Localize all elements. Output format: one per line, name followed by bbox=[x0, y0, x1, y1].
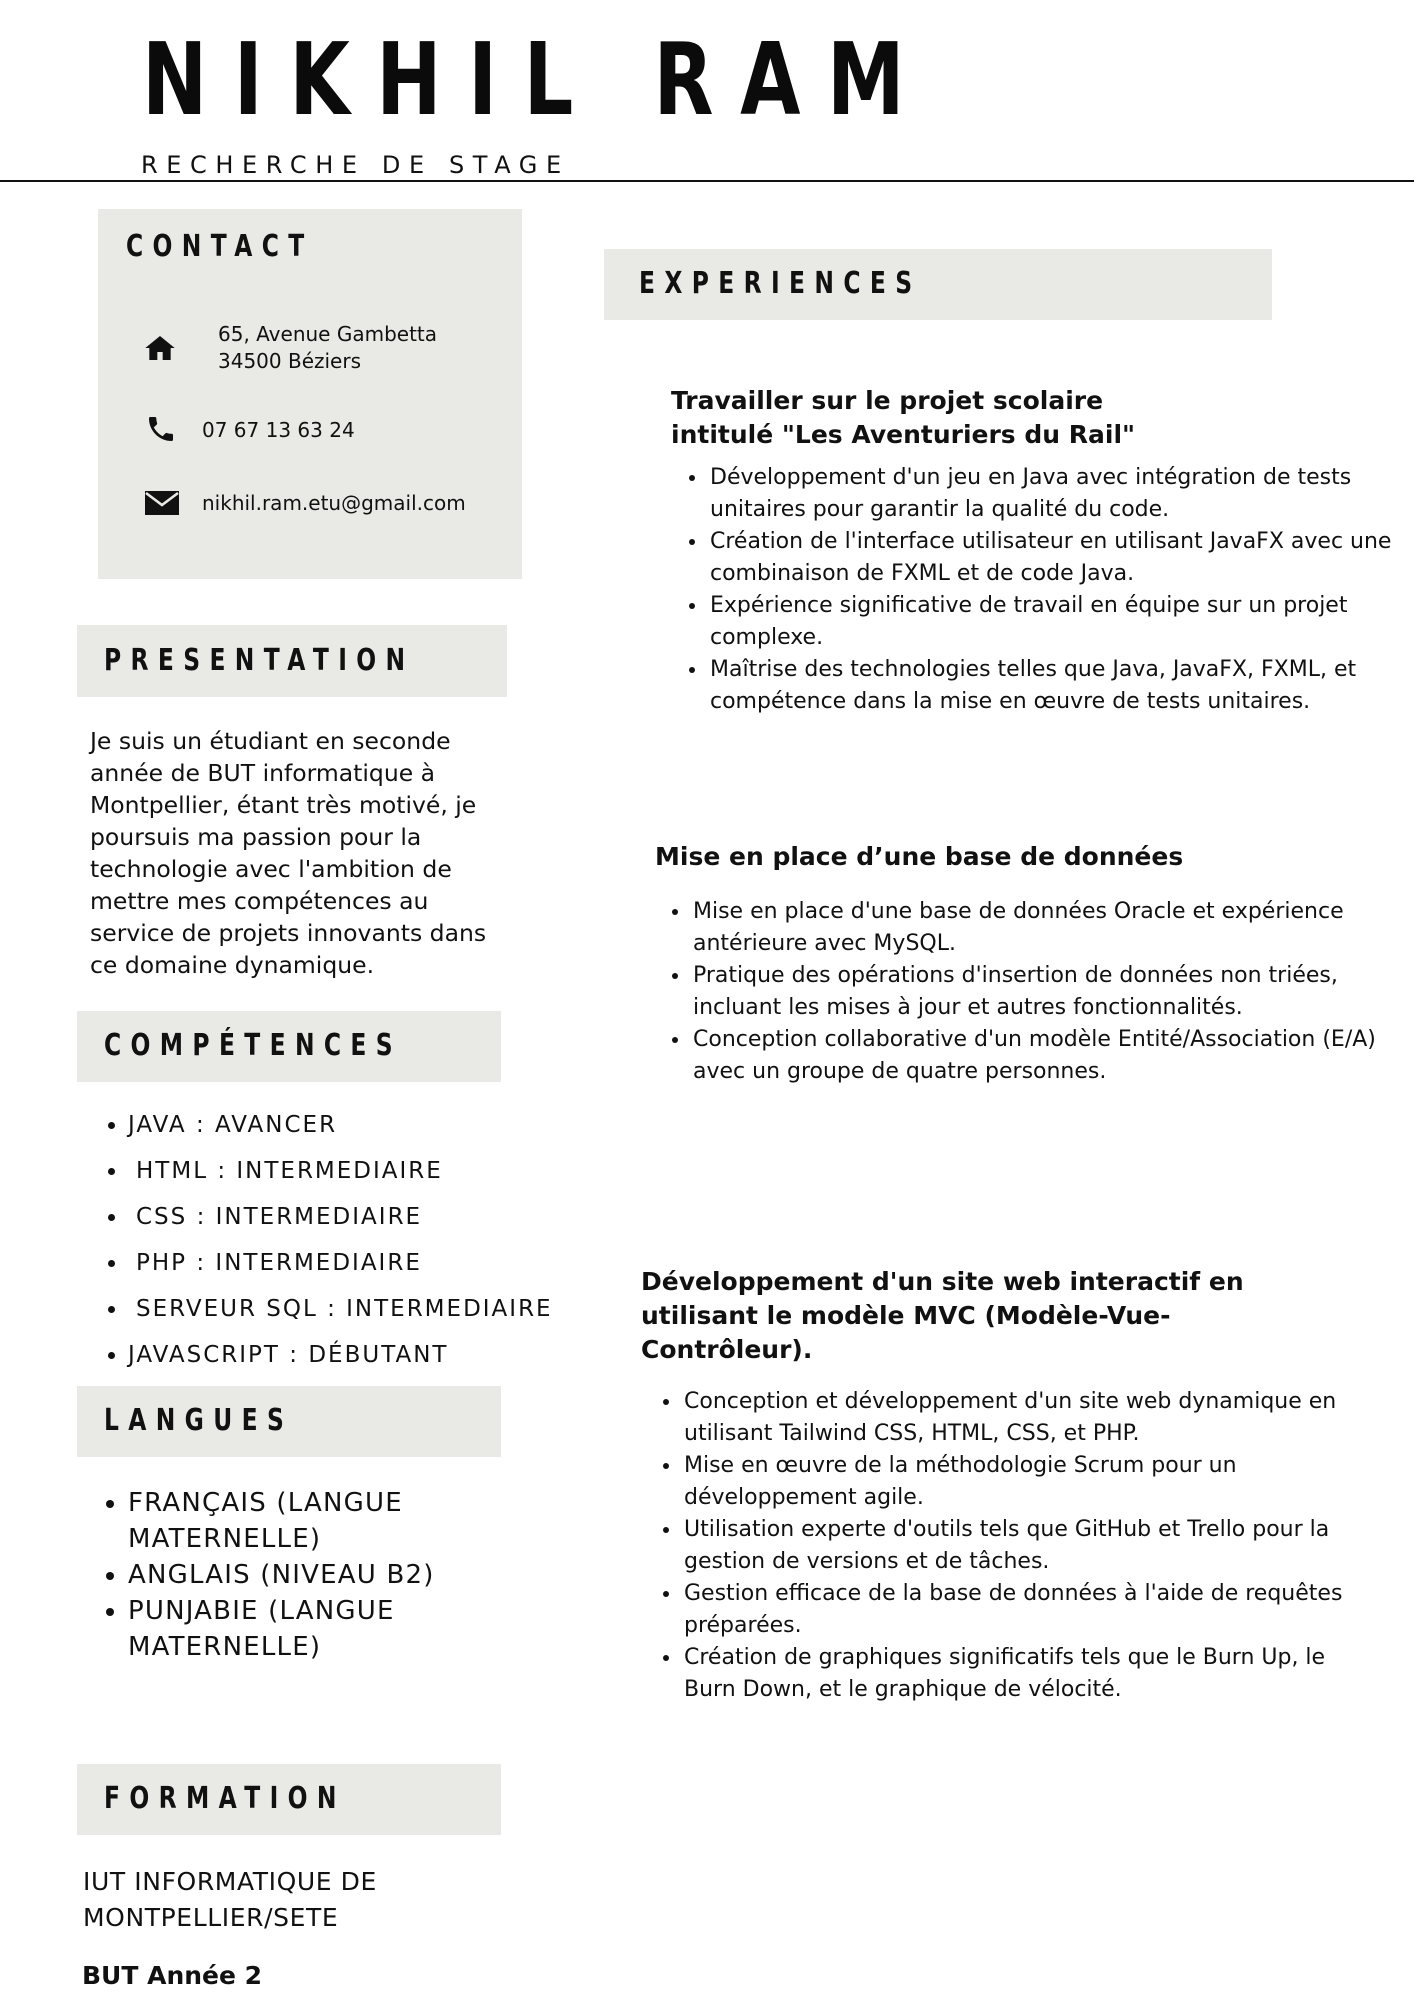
skill-item: • CSS : INTERMEDIAIRE bbox=[128, 1203, 553, 1249]
language-item: • FRANÇAIS (LANGUE MATERNELLE) bbox=[128, 1485, 468, 1557]
candidate-subtitle: RECHERCHE DE STAGE bbox=[141, 151, 570, 179]
experience-bullet: • Création de l'interface utilisateur en utilisant JavaFX avec une combinaison de FXML et de code Java. bbox=[708, 526, 1398, 590]
home-icon bbox=[144, 332, 176, 364]
experience-bullet: • Mise en place d'une base de données Oracle et expérience antérieure avec MySQL. bbox=[691, 896, 1381, 960]
language-item: • PUNJABIE (LANGUE MATERNELLE) bbox=[128, 1593, 468, 1665]
candidate-name: NIKHIL RAM bbox=[142, 21, 932, 138]
skill-item: • SERVEUR SQL : INTERMEDIAIRE bbox=[128, 1295, 553, 1341]
experience-bullet: • Maîtrise des technologies telles que Java, JavaFX, FXML, et compétence dans la mise en œuvre de tests unitaires. bbox=[708, 654, 1398, 718]
langues-title: LANGUES bbox=[104, 1403, 294, 1438]
experience-bullet: • Utilisation experte d'outils tels que GitHub et Trello pour la gestion de versions et de tâches. bbox=[682, 1514, 1382, 1578]
experience-title: Développement d'un site web interactif en utilisant le modèle MVC (Modèle-Vue-Contrôleur). bbox=[641, 1267, 1244, 1364]
presentation-text: Je suis un étudiant en seconde année de BUT informatique à Montpellier, étant très motivé, je poursuis ma passion pour la technologie avec l'ambition de mettre mes compétences au service de projets innovants dans ce domaine dynamique. bbox=[90, 727, 487, 979]
experience-title: Travailler sur le projet scolaire intitulé "Les Aventuriers du Rail" bbox=[671, 386, 1136, 449]
experiences-title: EXPERIENCES bbox=[639, 266, 922, 301]
experience-bullet: • Création de graphiques significatifs tels que le Burn Up, le Burn Down, et le graphique de vélocité. bbox=[682, 1642, 1382, 1706]
experience-bullet: • Conception collaborative d'un modèle Entité/Association (E/A) avec un groupe de quatre personnes. bbox=[691, 1024, 1381, 1088]
address-line-1: 65, Avenue Gambetta bbox=[218, 322, 438, 346]
experience-bullet: • Développement d'un jeu en Java avec intégration de tests unitaires pour garantir la qualité du code. bbox=[708, 462, 1398, 526]
competences-header bbox=[77, 1011, 501, 1082]
email-address[interactable]: nikhil.ram.etu@gmail.com bbox=[202, 491, 466, 515]
formation-title: FORMATION bbox=[104, 1781, 346, 1816]
presentation-title: PRESENTATION bbox=[104, 643, 415, 678]
language-item: • ANGLAIS (NIVEAU B2) bbox=[128, 1557, 468, 1593]
experience-bullets bbox=[646, 1386, 1382, 1706]
experience-bullets bbox=[672, 462, 1398, 718]
formation-year: BUT Année 2 bbox=[82, 1961, 263, 1990]
experience-title: Mise en place d’une base de données bbox=[655, 842, 1184, 871]
languages-list bbox=[98, 1485, 468, 1665]
formation-school: IUT INFORMATIQUE DE MONTPELLIER/SETE bbox=[83, 1867, 377, 1932]
experiences-header bbox=[604, 249, 1272, 320]
formation-header bbox=[77, 1764, 501, 1835]
contact-title: CONTACT bbox=[126, 229, 314, 264]
mail-icon bbox=[145, 491, 179, 515]
experience-bullet: • Pratique des opérations d'insertion de données non triées, incluant les mises à jour et autres fonctionnalités. bbox=[691, 960, 1381, 1024]
skill-item: • JAVA : AVANCER bbox=[128, 1111, 553, 1157]
phone-icon bbox=[145, 413, 177, 445]
skill-item: • PHP : INTERMEDIAIRE bbox=[128, 1249, 553, 1295]
phone-number[interactable]: 07 67 13 63 24 bbox=[202, 418, 355, 442]
contact-section bbox=[98, 209, 522, 579]
experience-bullet: • Expérience significative de travail en équipe sur un projet complexe. bbox=[708, 590, 1398, 654]
langues-header bbox=[77, 1386, 501, 1457]
presentation-header bbox=[77, 625, 507, 697]
experience-bullet: • Mise en œuvre de la méthodologie Scrum pour un développement agile. bbox=[682, 1450, 1382, 1514]
experience-bullets bbox=[655, 896, 1381, 1088]
address-line-2: 34500 Béziers bbox=[218, 349, 362, 373]
header-divider bbox=[0, 180, 1414, 182]
experience-bullet: • Conception et développement d'un site web dynamique en utilisant Tailwind CSS, HTML, CSS, et PHP. bbox=[682, 1386, 1382, 1450]
skill-item: • HTML : INTERMEDIAIRE bbox=[128, 1157, 553, 1203]
skill-item: • JAVASCRIPT : DÉBUTANT bbox=[128, 1341, 553, 1387]
skills-list bbox=[98, 1111, 553, 1387]
competences-title: COMPÉTENCES bbox=[104, 1028, 402, 1063]
experience-bullet: • Gestion efficace de la base de données à l'aide de requêtes préparées. bbox=[682, 1578, 1382, 1642]
